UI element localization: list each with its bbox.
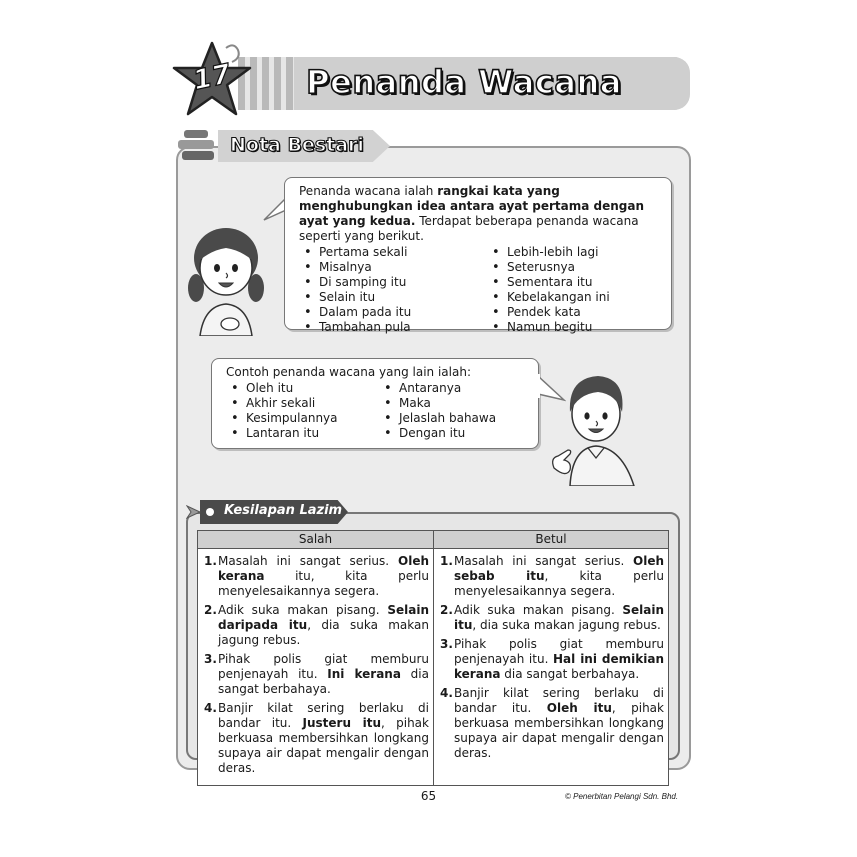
list-item: • Kebelakangan ini: [489, 290, 610, 305]
common-mistakes-table: [197, 530, 669, 786]
definition-text-part2: Terdapat beberapa penanda wacana seperti yang berikut.: [299, 214, 639, 243]
connector-list: [299, 245, 657, 335]
page-number: 65: [420, 789, 437, 803]
page-title: Penanda Wacana: [306, 63, 622, 101]
example-list-col-b: [381, 381, 496, 441]
definition-text-part1: Penanda wacana ialah: [299, 184, 438, 198]
speech-bubble-examples: [211, 358, 539, 449]
chapter-number: 17: [190, 58, 234, 97]
list-item: 1. Masalah ini sangat serius. Oleh kerana itu, kita perlu menyelesaikannya segera.: [204, 554, 429, 598]
connector-list-col-a: [299, 245, 489, 335]
connector-list-col-b: [489, 245, 610, 335]
list-item: • Antaranya: [381, 381, 496, 396]
list-item: 2. Adik suka makan pisang. Selain itu, dia suka makan jagung rebus.: [440, 603, 664, 632]
definition-text: [299, 184, 657, 244]
list-item: 4. Banjir kilat sering berlaku di bandar itu. Justeru itu, pihak berkuasa membersihkan longkang supaya air dapat mengalir dengan deras.: [204, 701, 429, 775]
column-header-betul: Betul: [434, 531, 669, 549]
salah-column: [198, 549, 434, 786]
list-item: • Oleh itu: [228, 381, 381, 396]
column-header-salah: Salah: [198, 531, 434, 549]
list-item: 3. Pihak polis giat memburu penjenayah itu. Ini kerana dia sangat berbahaya.: [204, 652, 429, 696]
example-list: [226, 381, 524, 441]
kesilapan-lazim-banner: [190, 500, 348, 524]
list-item: • Dengan itu: [381, 426, 496, 441]
nota-bestari-heading: Nota Bestari: [230, 134, 364, 156]
bullet-dot-icon: [206, 508, 214, 516]
definition-text-bold: rangkai kata yang menghubungkan idea antara ayat pertama dengan ayat yang kedua.: [299, 184, 645, 228]
list-item: • Dalam pada itu: [301, 305, 489, 320]
list-item: • Maka: [381, 396, 496, 411]
list-item: • Sementara itu: [489, 275, 610, 290]
list-item: • Pendek kata: [489, 305, 610, 320]
list-item: • Di samping itu: [301, 275, 489, 290]
boy-illustration: [544, 372, 638, 486]
list-item: 3. Pihak polis giat memburu penjenayah itu. Hal ini demikian kerana dia sangat berbahaya.: [440, 637, 664, 681]
list-item: • Akhir sekali: [228, 396, 381, 411]
copyright-notice: © Penerbitan Pelangi Sdn. Bhd.: [565, 792, 679, 801]
list-item: • Tambahan pula: [301, 320, 489, 335]
list-item: 4. Banjir kilat sering berlaku di bandar itu. Oleh itu, pihak berkuasa membersihkan longkang supaya air dapat mengalir dengan deras.: [440, 686, 664, 760]
speech-bubble-definition: [284, 177, 672, 334]
list-item: • Selain itu: [301, 290, 489, 305]
kesilapan-lazim-heading: Kesilapan Lazim: [224, 503, 343, 518]
list-item: • Pertama sekali: [301, 245, 489, 260]
list-item: • Misalnya: [301, 260, 489, 275]
list-item: 1. Masalah ini sangat serius. Oleh sebab itu, kita perlu menyelesaikannya segera.: [440, 554, 664, 598]
list-item: • Seterusnya: [489, 260, 610, 275]
chapter-header-bar: [238, 57, 690, 110]
arrow-marker-icon: [186, 503, 204, 521]
list-item: • Namun begitu: [489, 320, 610, 335]
nota-bestari-banner: [218, 130, 390, 162]
list-item: • Kesimpulannya: [228, 411, 381, 426]
girl-illustration: [186, 220, 266, 336]
list-item: 2. Adik suka makan pisang. Selain daripada itu, dia suka makan jagung rebus.: [204, 603, 429, 647]
example-list-col-a: [226, 381, 381, 441]
list-item: • Lebih-lebih lagi: [489, 245, 610, 260]
betul-column: [434, 549, 669, 786]
stacked-books-icon: [176, 128, 224, 162]
examples-intro: Contoh penanda wacana yang lain ialah:: [226, 365, 471, 379]
list-item: • Jelaslah bahawa: [381, 411, 496, 426]
list-item: • Lantaran itu: [228, 426, 381, 441]
